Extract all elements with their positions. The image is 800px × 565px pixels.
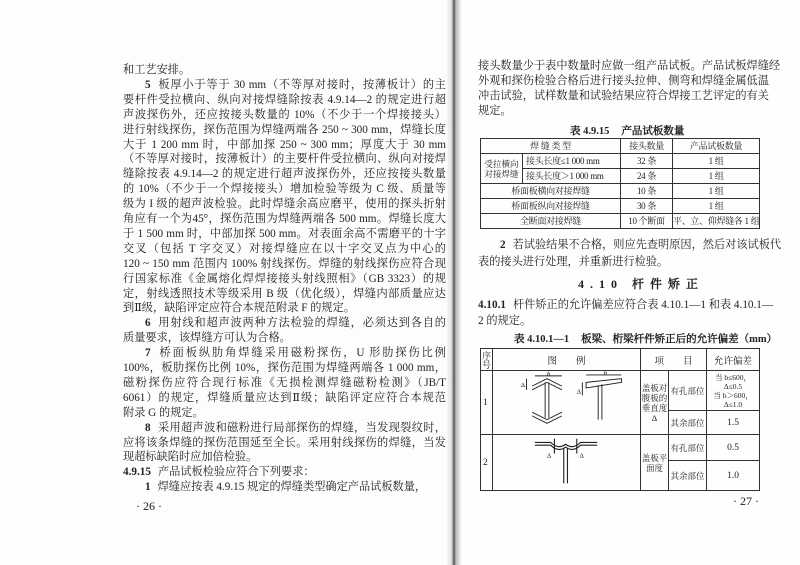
cell: 平、立、仰焊缝各 1 组 [673, 214, 760, 229]
header-joint-count: 接头数量 [621, 139, 673, 154]
clause-number: 8 [145, 421, 151, 434]
text-line [500, 238, 782, 252]
line-text: 附录 G 的规定。 [123, 406, 204, 419]
line-text: 杆件矫正的允许偏差应符合表 4.10.1—1 和表 4.10.1— [512, 299, 774, 311]
table-row [481, 199, 760, 214]
cell: 接头长度≤1 000 mm [523, 154, 621, 169]
text-line [123, 152, 446, 166]
line-text: 若试验结果不合格，则应先查明原因，然后对该试板代 [512, 239, 782, 251]
text-line [478, 314, 755, 328]
line-text: 现超标缺陷时应加倍检验。 [123, 451, 258, 464]
cell: 全断面对接焊缝 [481, 214, 621, 229]
line-text: 采用超声波和磁粉进行局部探伤的焊缝，当发现裂纹时， [157, 421, 446, 434]
dim-b: b [546, 371, 551, 378]
text-line [123, 376, 446, 390]
table-row [481, 371, 760, 411]
text-line [123, 436, 446, 450]
cell: 接头长度＞1 000 mm [523, 169, 621, 184]
text-line [478, 255, 755, 269]
line-text: 100%，板肋探伤比例 10%，探伤范围为焊缝两端各 1 000 mm， [123, 362, 446, 374]
section-heading: 4.10 杆件矫正 [578, 277, 705, 291]
line-text: 用射线和超声波两种方法检验的焊缝，必须达到各自的 [157, 317, 446, 330]
header-weld-type: 焊 缝 类 型 [481, 139, 621, 154]
cell: 24 条 [621, 169, 673, 184]
line-text: 表的接头进行处理，并重新进行检验。 [478, 255, 669, 268]
line-text: 的 10%（不少于一个焊接接头）增加检验等级为 C 级、质量等 [123, 183, 446, 196]
tolerance-value: 0.5 [707, 435, 760, 461]
line-text: 120 ~ 150 mm 范围内 100% 射线探伤。焊缝的射线探伤应符合现 [123, 257, 446, 270]
header-no: 序号 [481, 350, 491, 369]
line-text: 磁粉探伤应符合现行标准《无损检测焊缝磁粉检测》（JB/T [123, 376, 446, 389]
clause-number: 5 [145, 78, 151, 91]
text-line [145, 316, 446, 330]
book-spine-gutter [446, 0, 462, 565]
text-line [478, 74, 769, 88]
part-label: 有孔部位 [669, 435, 707, 461]
table-title: 产品试板数量 [621, 126, 685, 137]
header-legend: 图 例 [493, 349, 641, 371]
text-line [478, 104, 755, 118]
table-title: 板梁、桁梁杆件矫正后的允许偏差（mm） [581, 334, 778, 345]
line-text: 应将该条焊缝的探伤范围延至全长。采用射线探伤的焊缝，当发 [123, 436, 446, 449]
text-line [123, 257, 446, 271]
text-line [123, 167, 446, 181]
text-line [478, 59, 781, 73]
line-text: 声波探伤外，还应按接头数量的 10%（不少于一个焊接接头） [123, 108, 446, 121]
line-text: 规定。 [478, 105, 512, 117]
cell: 10 个断面 [621, 214, 673, 229]
line-text: 于 1 500 mm 时，中部加探 500 mm。对表面余高不需磨平的十字 [123, 227, 446, 240]
dim-delta: Δ [576, 388, 581, 396]
line-text: （不等厚对接时，按薄板计）的主要杆件受拉横向、纵向对接焊 [123, 153, 446, 166]
line-text: 6061）的规定，焊缝质量应达到Ⅱ级；缺陷评定应符合本规范 [123, 391, 446, 404]
line-text: 大于 1 200 mm 时，中部加探 250 ~ 300 mm；厚度大于 30 mm [123, 138, 446, 151]
text-line [123, 63, 446, 77]
part-label: 有孔部位 [669, 371, 707, 411]
diagram-cell [493, 435, 641, 491]
correction-tolerance-table [480, 348, 760, 491]
text-line [123, 391, 446, 405]
page-number-right: · 27 · [733, 494, 759, 508]
tolerance-cell [707, 371, 760, 411]
text-line [123, 406, 446, 420]
line-text: 焊缝应按表 4.9.15 规定的焊缝类型确定产品试板数量， [157, 481, 427, 494]
line-text: 到Ⅱ级，缺陷评定应符合本规范附录 F 的规定。 [123, 302, 355, 315]
dim-delta: Δ [520, 382, 526, 390]
line-text: 行国家标准《金属熔化焊焊接接头射线照相》（GB 3323）的规 [123, 272, 446, 285]
text-line [478, 89, 769, 103]
line-text: 角应有一个为45°，探伤范围为焊缝两端各 500 mm。焊缝长度大 [123, 213, 446, 225]
table-header-row [481, 139, 760, 154]
table-row [481, 214, 760, 229]
i-beam-perpendicularity-diagram [493, 371, 641, 431]
text-line [123, 465, 446, 479]
product-test-plate-table [480, 138, 760, 229]
clause-number: 4.10.1 [478, 299, 506, 311]
text-line [123, 331, 446, 345]
table-row [481, 184, 760, 199]
row-number: 2 [481, 435, 493, 491]
cell: 30 条 [621, 199, 673, 214]
table-row [481, 169, 760, 184]
tolerance-value: 1.0 [707, 461, 760, 491]
line-text: 冲击试验，试样数量和试验结果应符合焊接工艺评定的有关 [478, 90, 769, 102]
text-line [123, 450, 446, 464]
row-number: 1 [481, 371, 493, 435]
dim-b: b [603, 371, 608, 377]
text-line [123, 138, 446, 152]
line-text: 桥面板纵肋角焊缝采用磁粉探伤，U 形肋探伤比例 [157, 347, 446, 360]
text-line [145, 78, 446, 92]
line-text: 进行射线探伤，探伤范围为焊缝两端各 250 ~ 300 mm，焊缝长度 [123, 123, 446, 136]
clause-number: 1 [145, 481, 151, 494]
table-row [481, 435, 760, 461]
text-line [145, 346, 446, 360]
cell: 1 组 [673, 199, 760, 214]
cell: 1 组 [673, 184, 760, 199]
text-line [123, 108, 446, 122]
header-tolerance: 允许偏差 [707, 349, 760, 371]
line-text: 交叉（包括 T 字交叉）对接焊缝应在以十字交叉点为中心的 [123, 242, 446, 255]
text-line [123, 272, 446, 286]
part-label: 其余部位 [669, 461, 707, 491]
cell: 32 条 [621, 154, 673, 169]
cell: 1 组 [673, 169, 760, 184]
text-line [478, 298, 774, 312]
text-line [123, 182, 446, 196]
clause-number: 7 [145, 347, 151, 360]
line-text: 缝除按表 4.9.14—2 的规定进行超声波探伤外，还应按接头数量 [123, 168, 446, 181]
diagram-cell [493, 371, 641, 435]
cell: 桥面板纵向对接焊缝 [481, 199, 621, 214]
dim-delta: Δ [546, 452, 552, 460]
part-label: 其余部位 [669, 411, 707, 435]
page-number-left: · 26 · [136, 499, 162, 513]
dim-delta: Δ [579, 452, 584, 460]
text-line [123, 123, 446, 137]
line-text: 定，射线透照技术等级采用 B 级（优化级），焊缝内部质量应达 [123, 287, 446, 300]
tolerance-value: 1.5 [707, 411, 760, 435]
clause-number: 6 [145, 317, 151, 330]
text-line [145, 421, 446, 435]
tolerance-value: 当 b＞600，Δ≤1.0 [713, 390, 753, 409]
text-line [123, 227, 446, 241]
line-text: 要杆件受拉横向、纵向对接焊缝除按表 4.9.14—2 的规定进行超 [123, 93, 446, 106]
line-text: 外观和探伤检验合格后进行接头拉伸、侧弯和焊缝金属低温 [478, 75, 769, 87]
line-text: 板厚小于等于 30 mm（不等厚对接时，按薄板计）的主 [157, 78, 446, 91]
table-number: 表 4.9.15 [570, 126, 610, 137]
table-4-10-1-1-caption [514, 331, 777, 346]
text-line [123, 287, 446, 301]
text-line [145, 480, 446, 494]
clause-number: 4.9.15 [123, 466, 151, 479]
text-line [123, 242, 446, 256]
text-line [123, 212, 446, 226]
line-text: 接头数量少于表中数量时应做一组产品试板。产品试板焊缝经 [478, 60, 781, 72]
text-line [123, 361, 446, 375]
line-text: 质量要求，该焊缝方可认为合格。 [123, 332, 291, 345]
group-label: 受拉横向对接焊缝 [481, 154, 523, 184]
flange-flatness-diagram [493, 435, 641, 487]
line-text: 级为 I 级的超声波检验。此时焊缝余高应磨平，使用的探头折射 [123, 198, 446, 211]
tolerance-value: 当 b≤600，Δ≤0.5 [715, 372, 752, 391]
header-plate-count: 产品试板数量 [673, 139, 760, 154]
line-text: 产品试板检验应符合下列要求： [157, 466, 315, 479]
cell: 10 条 [621, 184, 673, 199]
text-line [123, 301, 446, 315]
table-row [481, 154, 760, 169]
table-header-row [481, 349, 760, 371]
table-4-9-15-caption [570, 123, 684, 138]
line-text: 和工艺安排。 [123, 64, 191, 76]
table-number: 表 4.10.1—1 [514, 334, 570, 345]
item-label: 盖板平面度 [641, 435, 669, 491]
clause-number: 2 [500, 239, 506, 251]
line-text: 2 的规定。 [478, 314, 532, 327]
cell: 桥面板横向对接焊缝 [481, 184, 621, 199]
text-line [123, 197, 446, 211]
text-line [123, 93, 446, 107]
header-item: 项 目 [641, 349, 707, 371]
cell: 1 组 [673, 154, 760, 169]
item-label: 盖板对腹板的垂直度Δ [641, 371, 669, 435]
